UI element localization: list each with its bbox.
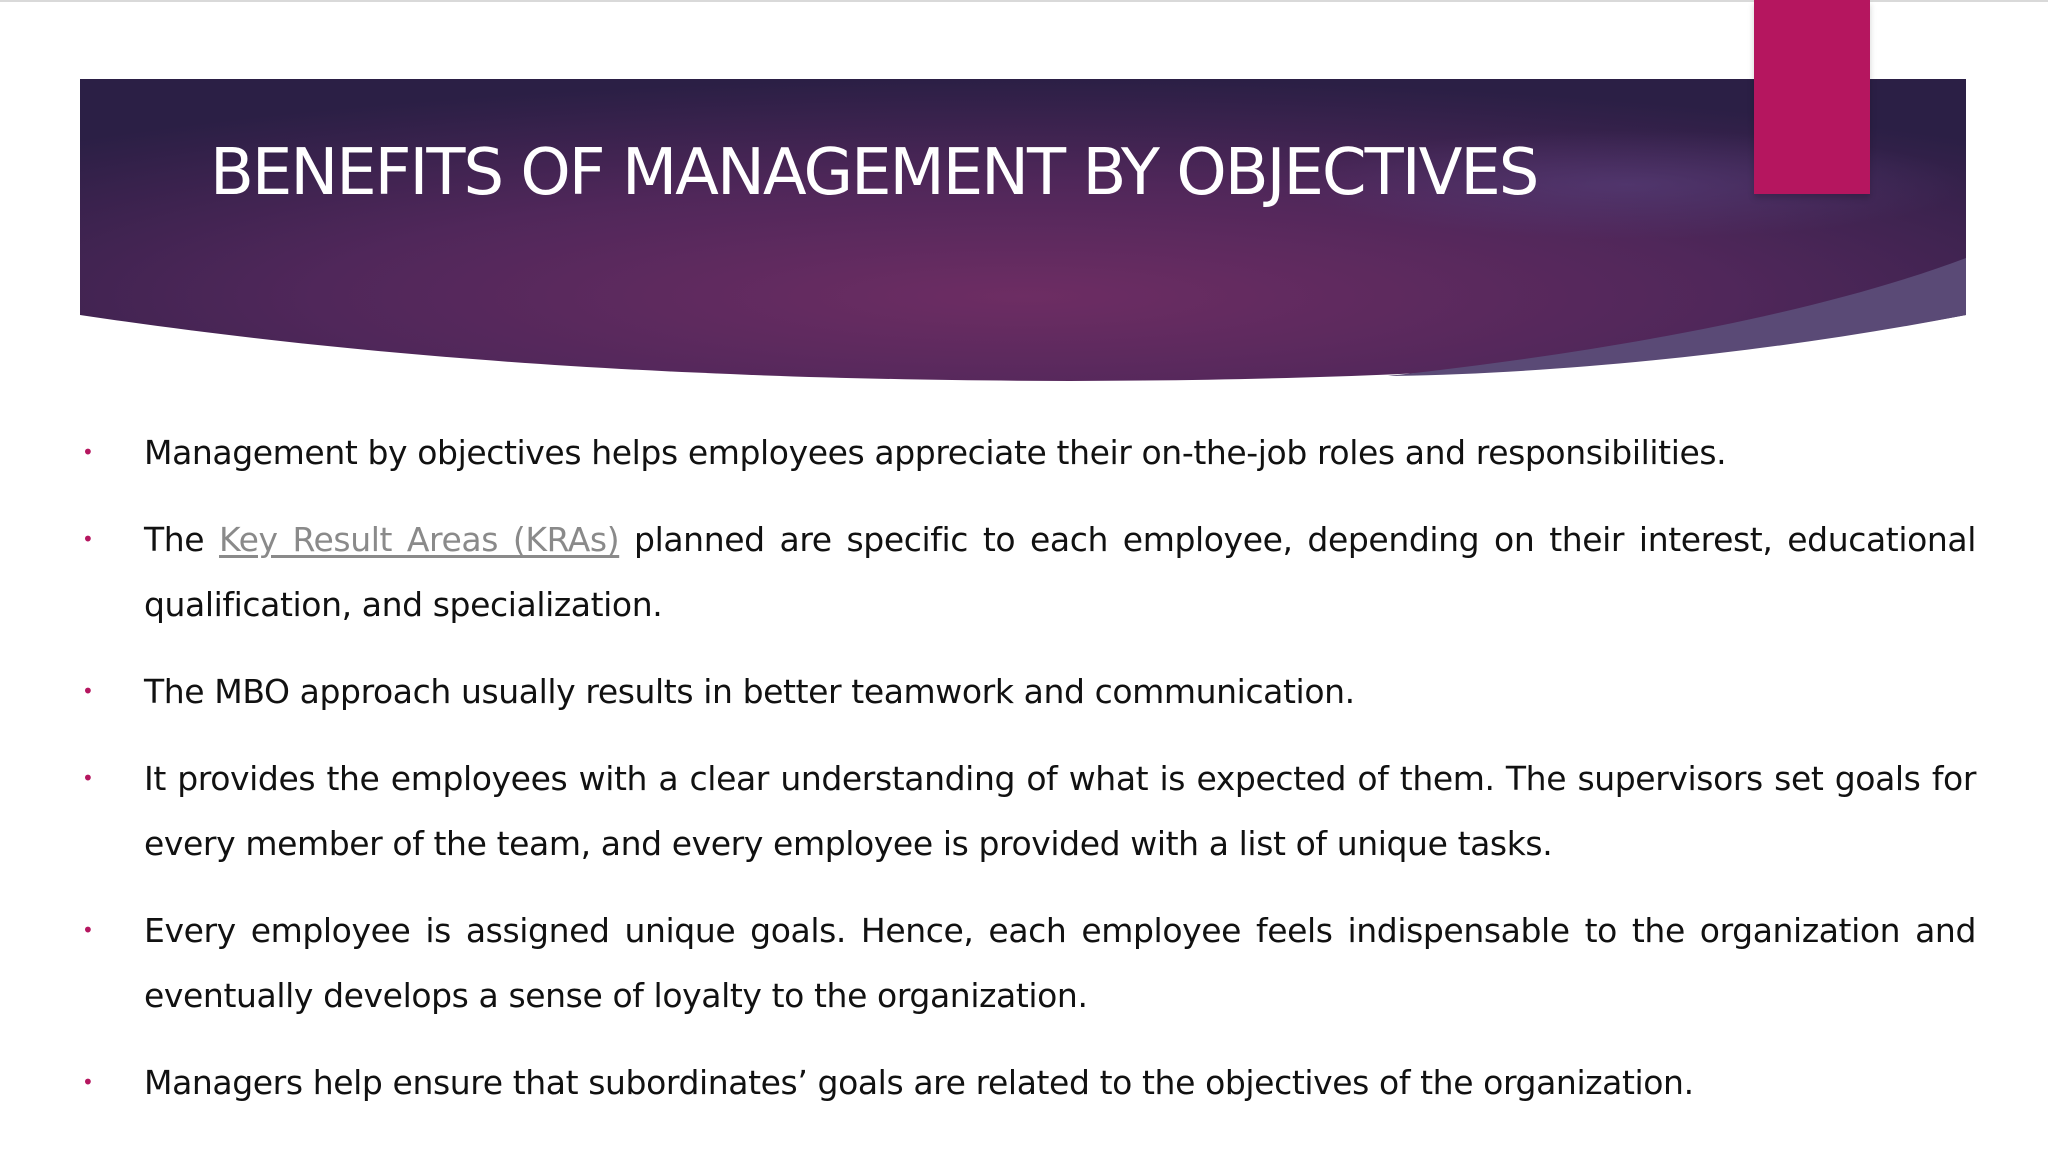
bullet-text: The MBO approach usually results in better teamwork and communication. xyxy=(144,672,1355,711)
bullet-icon: • xyxy=(82,918,94,942)
benefits-list xyxy=(80,420,1976,1137)
bullet-icon: • xyxy=(82,679,94,703)
list-item xyxy=(80,507,1976,637)
bullet-icon: • xyxy=(82,527,94,551)
list-item xyxy=(80,659,1976,724)
bullet-icon: • xyxy=(82,1070,94,1094)
bullet-suffix: planned are specific to each employee, depending on their interest, educational qualification, and specialization. xyxy=(144,520,1976,624)
list-item xyxy=(80,420,1976,485)
bullet-text: Every employee is assigned unique goals. Hence, each employee feels indispensable to the organization and eventually develops a sense of loyalty to the organization. xyxy=(144,911,1976,1015)
list-item xyxy=(80,1050,1976,1115)
bullet-text-kra xyxy=(144,507,1976,637)
list-item xyxy=(80,746,1976,876)
accent-tab xyxy=(1754,0,1870,194)
bullet-text: Management by objectives helps employees appreciate their on-the-job roles and responsibilities. xyxy=(144,433,1727,472)
bullet-text: It provides the employees with a clear understanding of what is expected of them. The supervisors set goals for every member of the team, and every employee is provided with a list of unique tasks. xyxy=(144,759,1976,863)
slide-title: BENEFITS OF MANAGEMENT BY OBJECTIVES xyxy=(210,136,1538,210)
list-item xyxy=(80,898,1976,1028)
bullet-icon: • xyxy=(82,440,94,464)
bullet-prefix: The xyxy=(144,520,220,559)
bullet-icon: • xyxy=(82,766,94,790)
kra-link[interactable]: Key Result Areas (KRAs) xyxy=(219,520,620,559)
bullet-text: Managers help ensure that subordinates’ goals are related to the objectives of the organization. xyxy=(144,1063,1694,1102)
